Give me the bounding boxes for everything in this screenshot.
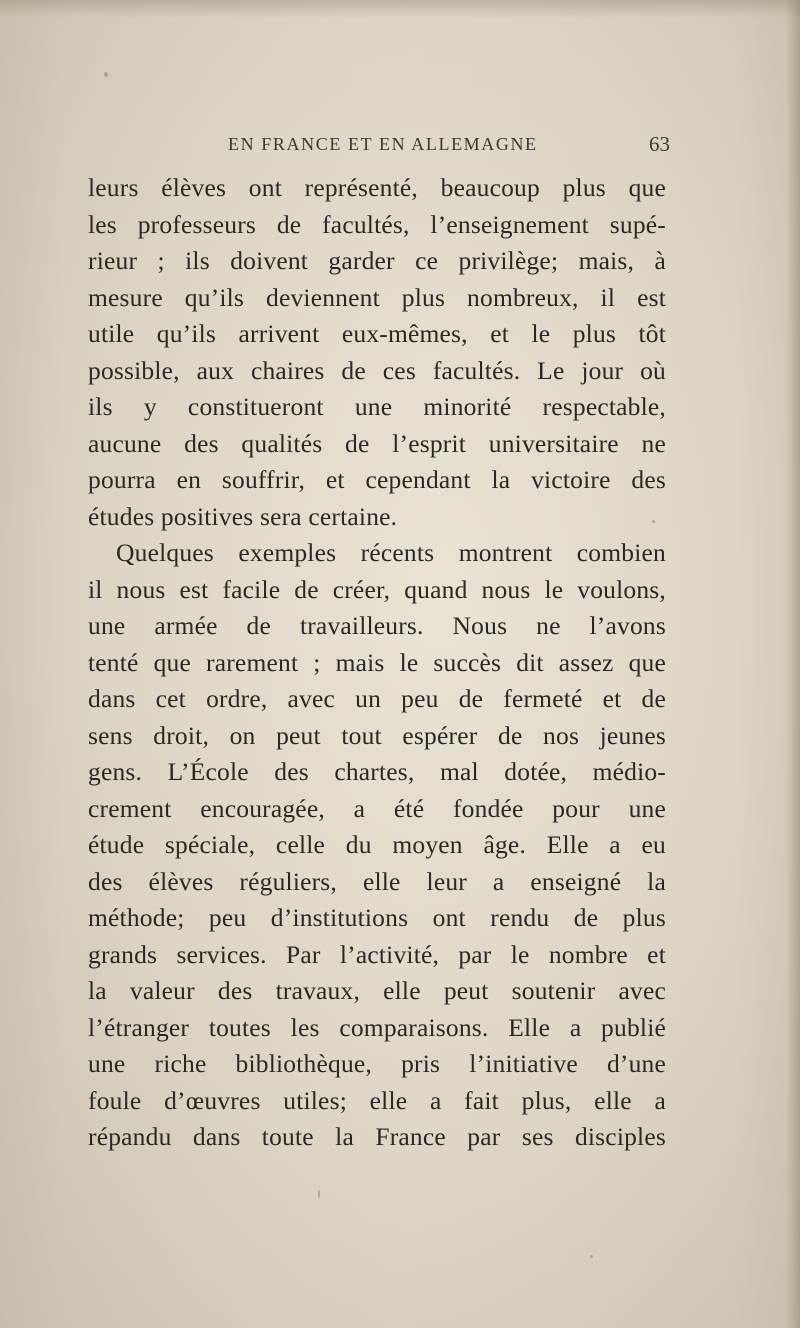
text-line: une armée de travailleurs. Nous ne l’avons [88, 611, 666, 640]
text-line: tenté que rarement ; mais le succès dit assez que [88, 647, 666, 677]
text-line: l’étranger toutes les comparaisons. Elle a publié [88, 1012, 666, 1042]
text-line: les professeurs de facultés, l’enseignement supé- [88, 209, 666, 239]
text-line: aucune des qualités de l’esprit universitaire ne [88, 428, 666, 458]
text-line: pourra en souffrir, et cependant la victoire des [88, 465, 666, 494]
text-line: des élèves réguliers, elle leur a enseigné la [88, 866, 666, 896]
text-line: possible, aux chaires de ces facultés. Le jour où [88, 355, 666, 385]
text-line: grands services. Par l’activité, par le nombre et [88, 939, 666, 969]
text-line: sens droit, on peut tout espérer de nos jeunes [88, 720, 666, 750]
text-line: étude spéciale, celle du moyen âge. Elle a eu [88, 830, 666, 859]
text-line: foule d’œuvres utiles; elle a fait plus, elle a [88, 1085, 666, 1115]
paper-speck [590, 1255, 593, 1258]
paper-speck [318, 1190, 320, 1198]
text-line: la valeur des travaux, elle peut soutenir avec [88, 976, 666, 1005]
text-line: leurs élèves ont représenté, beaucoup plus que [88, 173, 666, 202]
text-line: ils y constitueront une minorité respectable, [88, 392, 666, 421]
text-line: une riche bibliothèque, pris l’initiative d’une [88, 1049, 666, 1078]
text-line: utile qu’ils arrivent eux-mêmes, et le plus tôt [88, 319, 666, 348]
running-title: EN FRANCE ET EN ALLEMAGNE [228, 134, 538, 154]
paper-speck [652, 520, 655, 523]
text-line: dans cet ordre, avec un peu de fermeté et de [88, 684, 666, 713]
paragraph-end-line: études positives sera certaine. [88, 501, 398, 531]
page-number: 63 [649, 132, 670, 156]
text-line: répandu dans toute la France par ses disciples [88, 1122, 666, 1151]
text-line: rieur ; ils doivent garder ce privilège; mais, à [88, 246, 666, 275]
text-line: méthode; peu d’institutions ont rendu de plus [88, 903, 666, 932]
paper-speck [104, 72, 108, 77]
text-line: il nous est facile de créer, quand nous le voulons, [88, 574, 666, 604]
text-line: gens. L’École des chartes, mal dotée, médio- [88, 757, 666, 786]
running-head [88, 130, 670, 160]
text-line: mesure qu’ils deviennent plus nombreux, il est [88, 282, 666, 312]
body-text [88, 170, 666, 1156]
text-line: crement encouragée, a été fondée pour une [88, 793, 666, 823]
paragraph-start-line: Quelques exemples récents montrent combien [116, 538, 666, 567]
